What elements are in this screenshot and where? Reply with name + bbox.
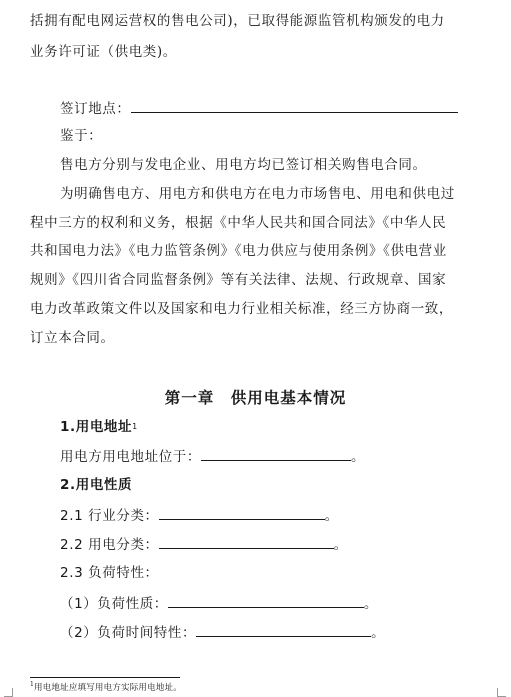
industry-blank[interactable] — [159, 506, 325, 520]
sign-place-label: 签订地点： — [60, 101, 131, 117]
section-2-heading: 2.用电性质 — [60, 477, 133, 493]
category-blank[interactable] — [159, 535, 334, 549]
load-time-row — [60, 623, 385, 642]
footnote-reference[interactable]: 1 — [132, 422, 138, 431]
sign-place-blank[interactable] — [131, 99, 458, 113]
category-label: 2.2 用电分类： — [60, 537, 159, 553]
preamble-line-1: 括拥有配电网运营权的售电公司)，已取得能源监管机构颁发的电力 — [30, 13, 445, 29]
load-time-label: （2）负荷时间特性： — [60, 625, 197, 641]
section-1-heading-text: 1.用电地址 — [60, 419, 133, 435]
load-nature-end: 。 — [363, 596, 378, 612]
industry-row — [60, 506, 339, 525]
whereas-label: 鉴于： — [60, 128, 103, 144]
whereas-paragraph-2-line: 为明确售电方、用电方和供电方在电力市场售电、用电和供电过 — [60, 186, 455, 202]
whereas-paragraph-2-line: 共和国电力法》《电力监管条例》《电力供应与使用条例》《供电营业 — [30, 243, 447, 259]
load-nature-row — [60, 594, 378, 613]
whereas-paragraph-1: 售电方分别与发电企业、用电方均已签订相关购售电合同。 — [60, 157, 427, 173]
load-time-end: 。 — [371, 625, 386, 641]
load-nature-blank[interactable] — [168, 594, 364, 608]
category-row — [60, 535, 348, 554]
chapter-title: 第一章 供用电基本情况 — [164, 388, 347, 407]
load-label: 2.3 负荷特性： — [60, 565, 159, 581]
whereas-paragraph-2-line: 程中三方的权利和义务，根据《中华人民共和国合同法》《中华人民 — [30, 215, 447, 231]
address-row — [60, 447, 365, 466]
category-end: 。 — [333, 537, 348, 553]
footnote-separator — [30, 677, 180, 678]
address-label: 用电方用电地址位于： — [60, 449, 201, 465]
industry-label: 2.1 行业分类： — [60, 508, 159, 524]
whereas-paragraph-2-line: 电力改革政策文件以及国家和电力行业相关标准，经三方协商一致， — [30, 301, 453, 317]
address-blank[interactable] — [201, 447, 351, 461]
section-1-heading — [60, 418, 138, 436]
footnote-text: 用电地址应填写用电方实际用电地址。 — [34, 683, 182, 693]
load-nature-label: （1）负荷性质： — [60, 596, 168, 612]
sign-place-row — [60, 99, 458, 118]
preamble-line-2: 业务许可证（供电类)。 — [30, 44, 177, 60]
load-time-blank[interactable] — [196, 623, 371, 637]
address-end: 。 — [351, 449, 366, 465]
industry-end: 。 — [324, 508, 339, 524]
whereas-paragraph-2-line: 订立本合同。 — [30, 330, 115, 346]
footnote — [30, 681, 182, 693]
whereas-paragraph-2-line: 规则》《四川省合同监督条例》等有关法律、法规、行政规章、国家 — [30, 272, 447, 288]
footnote-mark: 1 — [30, 681, 35, 688]
